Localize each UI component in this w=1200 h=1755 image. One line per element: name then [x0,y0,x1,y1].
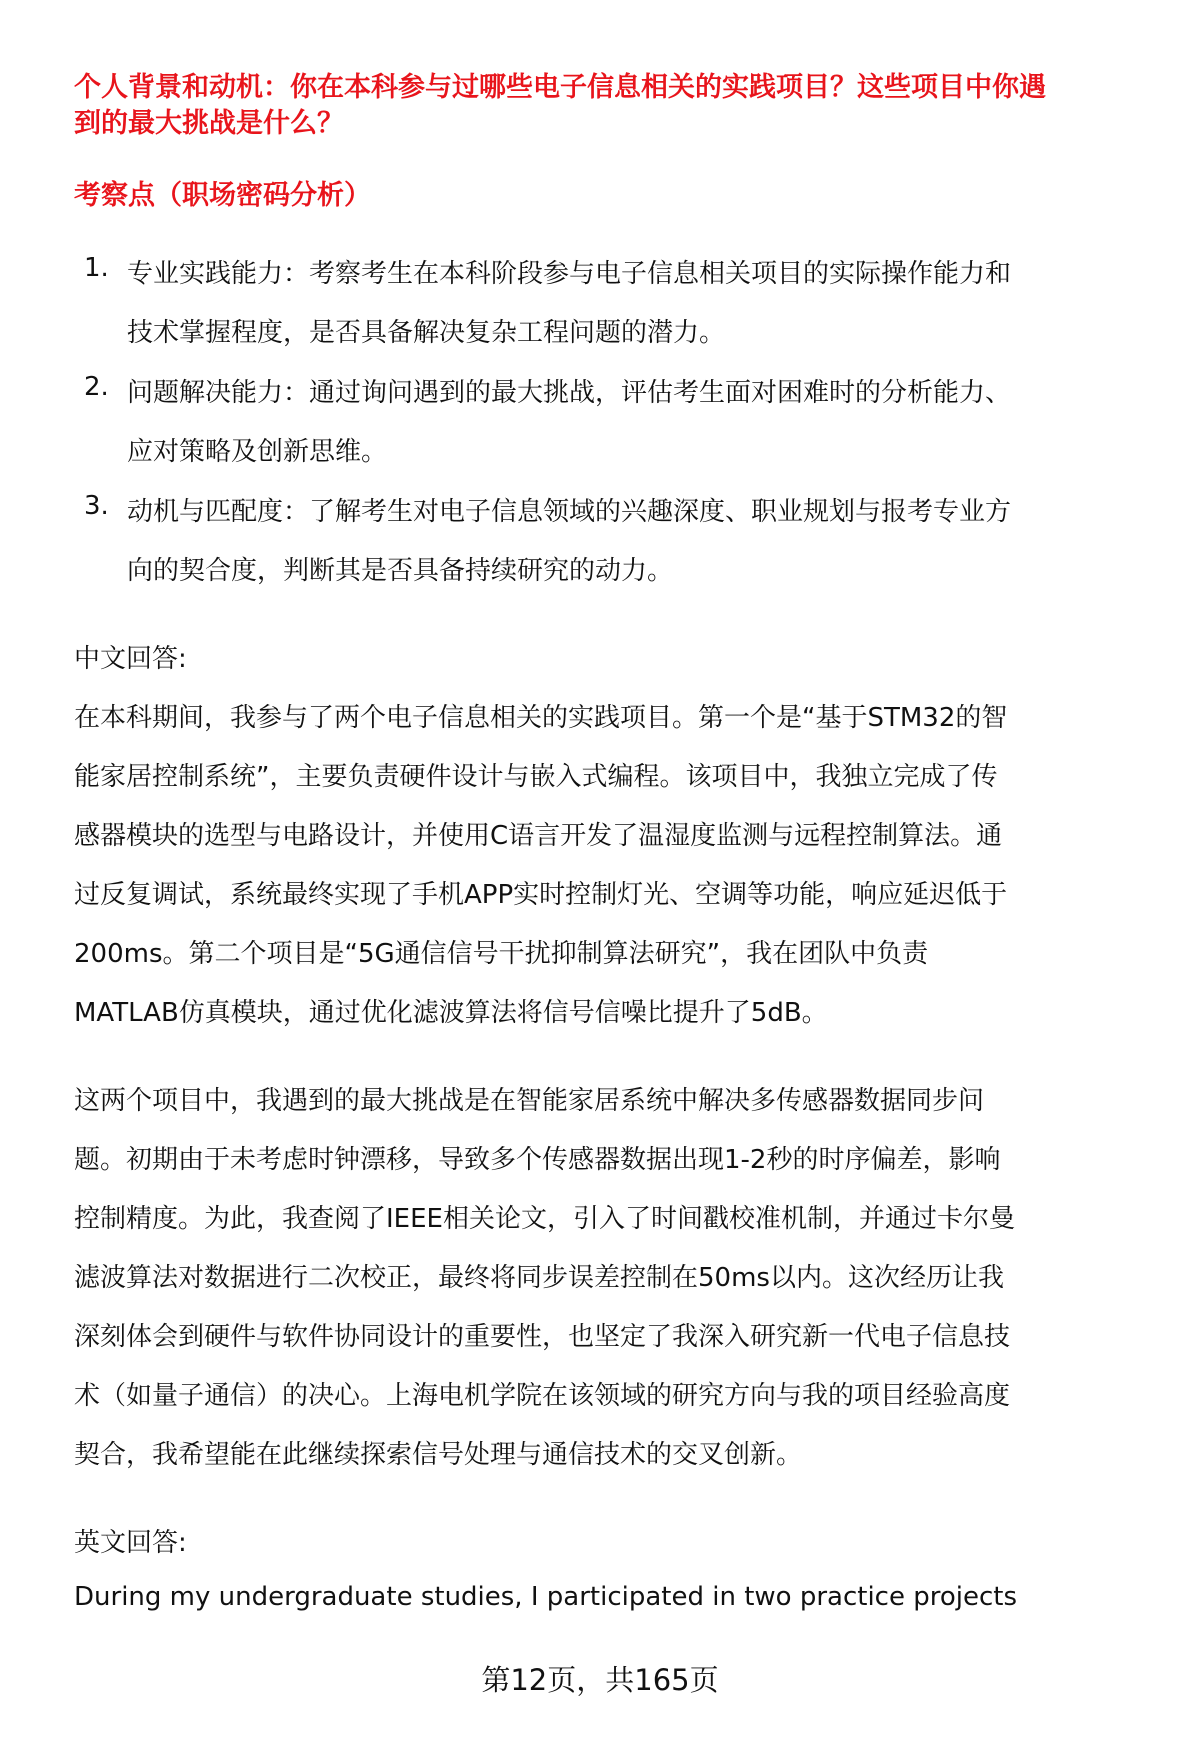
list-number: 1. [84,253,109,283]
focus-heading: 考察点（职场密码分析） [74,180,371,211]
paragraph-line: 在本科期间，我参与了两个电子信息相关的实践项目。第一个是“基于STM32的智 [74,703,1008,733]
chinese-answer-label: 中文回答: [74,644,187,674]
english-answer-line: During my undergraduate studies, I participated in two practice projects [74,1582,1018,1612]
paragraph-line: 深刻体会到硬件与软件协同设计的重要性，也坚定了我深入研究新一代电子信息技 [74,1322,1011,1352]
paragraph-line: MATLAB仿真模块，通过优化滤波算法将信号信噪比提升了5dB。 [74,998,828,1028]
paragraph-line: 感器模块的选型与电路设计，并使用C语言开发了温湿度监测与远程控制算法。通 [74,821,1003,851]
paragraph-line: 题。初期由于未考虑时钟漂移，导致多个传感器数据出现1-2秒的时序偏差，影响 [74,1145,1001,1175]
paragraph-line: 契合，我希望能在此继续探索信号处理与通信技术的交叉创新。 [74,1440,803,1470]
paragraph-line: 过反复调试，系统最终实现了手机APP实时控制灯光、空调等功能，响应延迟低于 [74,880,1008,910]
paragraph-line: 能家居控制系统”，主要负责硬件设计与嵌入式编程。该项目中，我独立完成了传 [74,762,998,792]
list-number: 3. [84,491,109,521]
list-item-line: 技术掌握程度，是否具备解决复杂工程问题的潜力。 [127,318,726,348]
question-line: 到的最大挑战是什么？ [74,108,344,139]
paragraph-line: 控制精度。为此，我查阅了IEEE相关论文，引入了时间戳校准机制，并通过卡尔曼 [74,1204,1015,1234]
paragraph-line: 术（如量子通信）的决心。上海电机学院在该领域的研究方向与我的项目经验高度 [74,1381,1011,1411]
list-item-line: 专业实践能力：考察考生在本科阶段参与电子信息相关项目的实际操作能力和 [127,259,1012,289]
question-line: 个人背景和动机：你在本科参与过哪些电子信息相关的实践项目？这些项目中你遇 [74,72,1046,103]
english-answer-label: 英文回答: [74,1528,187,1558]
paragraph-line: 这两个项目中，我遇到的最大挑战是在智能家居系统中解决多传感器数据同步问 [74,1086,985,1116]
list-item-line: 动机与匹配度：了解考生对电子信息领域的兴趣深度、职业规划与报考专业方 [127,497,1012,527]
paragraph-line: 200ms。第二个项目是“5G通信信号干扰抑制算法研究”，我在团队中负责 [74,939,929,969]
list-item-line: 问题解决能力：通过询问遇到的最大挑战，评估考生面对困难时的分析能力、 [127,378,1012,408]
list-number: 2. [84,372,109,402]
page-number: 第12页，共165页 [481,1663,719,1697]
list-item-line: 应对策略及创新思维。 [127,437,388,467]
paragraph-line: 滤波算法对数据进行二次校正，最终将同步误差控制在50ms以内。这次经历让我 [74,1263,1004,1293]
list-item-line: 向的契合度，判断其是否具备持续研究的动力。 [127,556,674,586]
